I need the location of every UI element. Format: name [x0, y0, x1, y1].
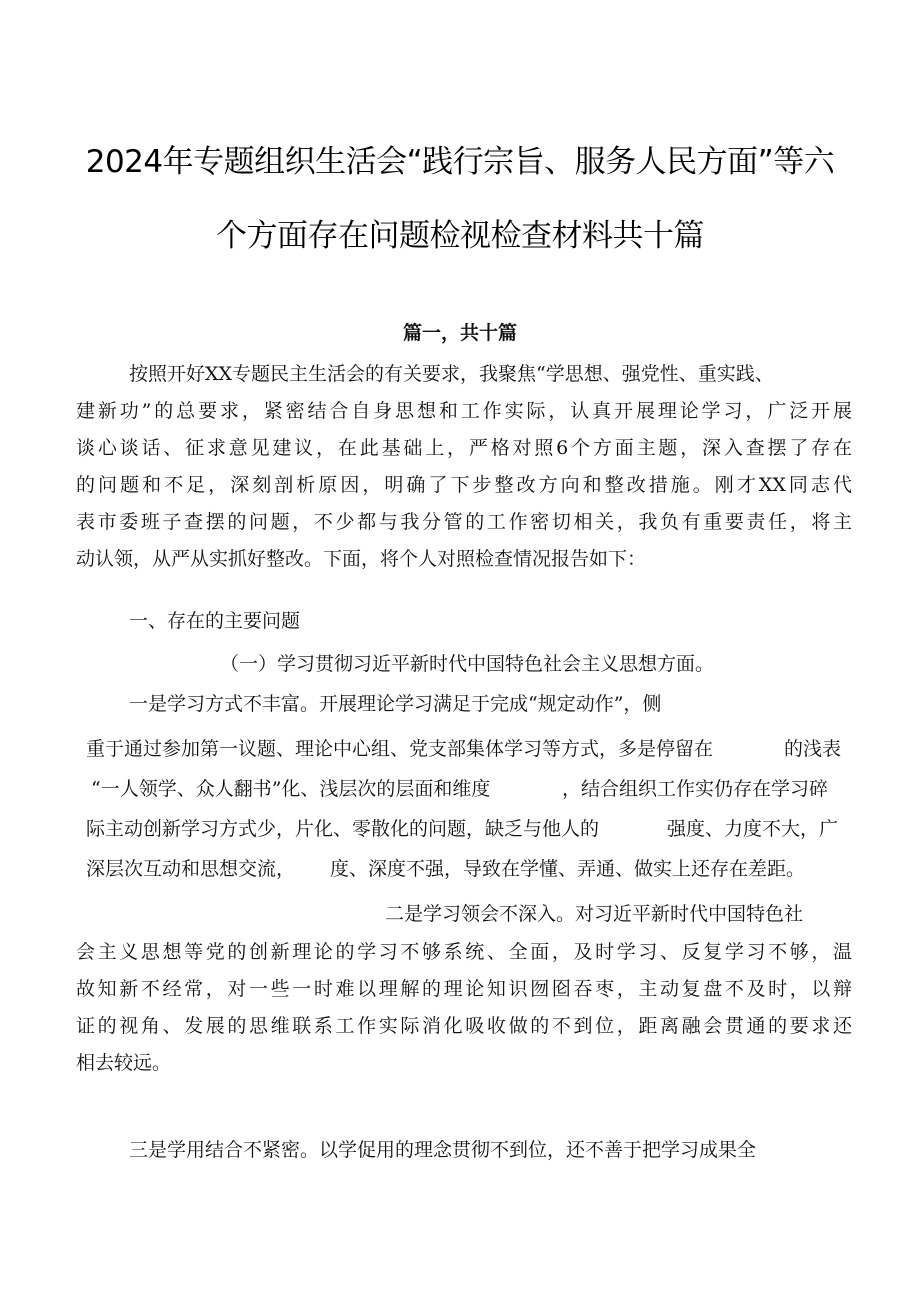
paragraph-line: 的问题和不足，深刻剖析原因，明确了下步整改方向和整改措施。刚才XX同志代: [76, 474, 852, 496]
item-line: 一是学习方式不丰富。开展理论学习满足于完成“规定动作”，侧: [129, 693, 662, 715]
item-line: 证的视角、发展的思维联系工作实际消化吸收做的不到位，距离融会贯通的要求还: [76, 1015, 852, 1037]
item-line: 三是学用结合不紧密。以学促用的理念贯彻不到位，还不善于把学习成果全: [129, 1139, 757, 1161]
item-line: 深层次互动和思想交流，: [86, 858, 296, 880]
item-line: 度、深度不强，导致在学懂、弄通、做实上还存在差距。: [330, 858, 806, 880]
item-line: 强度、力度不大，广: [667, 818, 839, 840]
document-title-line-2: 个方面存在问题检视检查材料共十篇: [216, 218, 704, 254]
item-line: 的浅表: [784, 738, 842, 760]
item-line: “一人领学、众人翻书”化、浅层次的层面和维度: [91, 778, 491, 800]
item-line: ，结合组织工作实仍存在学习碎: [562, 778, 829, 800]
item-line: 故知新不经常，对一些一时难以理解的理论知识囫囵吞枣，主动复盘不及时，以辩: [76, 978, 852, 1000]
paragraph-line: 动认领，从严从实抓好整改。下面，将个人对照检查情况报告如下：: [76, 548, 647, 570]
paragraph-line: 按照开好XX专题民主生活会的有关要求，我聚焦“学思想、强党性、重实践、: [129, 363, 774, 385]
item-line: 二是学习领会不深入。对习近平新时代中国特色社: [385, 903, 804, 925]
section-heading: 一、存在的主要问题: [129, 610, 301, 632]
item-line: 会主义思想等党的创新理论的学习不够系统、全面，及时学习、反复学习不够，温: [76, 941, 852, 963]
item-line: 重于通过参加第一议题、理论中心组、党支部集体学习等方式，多是停留在: [86, 738, 714, 760]
paragraph-line: 表市委班子查摆的问题，不少都与我分管的工作密切相关，我负有重要责任，将主: [76, 511, 852, 533]
document-title-line-1: 2024年专题组织生活会“践行宗旨、服务人民方面”等六: [85, 144, 835, 180]
item-line: 际主动创新学习方式少，片化、零散化的问题，缺乏与他人的: [86, 818, 600, 840]
paragraph-line: 建新功”的总要求，紧密结合自身思想和工作实际，认真开展理论学习，广泛开展: [76, 400, 852, 422]
subsection-heading: （一）学习贯彻习近平新时代中国特色社会主义思想方面。: [220, 653, 715, 675]
chapter-heading: 篇一，共十篇: [402, 322, 517, 344]
paragraph-line: 谈心谈话、征求意见建议，在此基础上，严格对照6个方面主题，深入查摆了存在: [76, 437, 852, 459]
item-line: 相去较远。: [76, 1052, 172, 1074]
